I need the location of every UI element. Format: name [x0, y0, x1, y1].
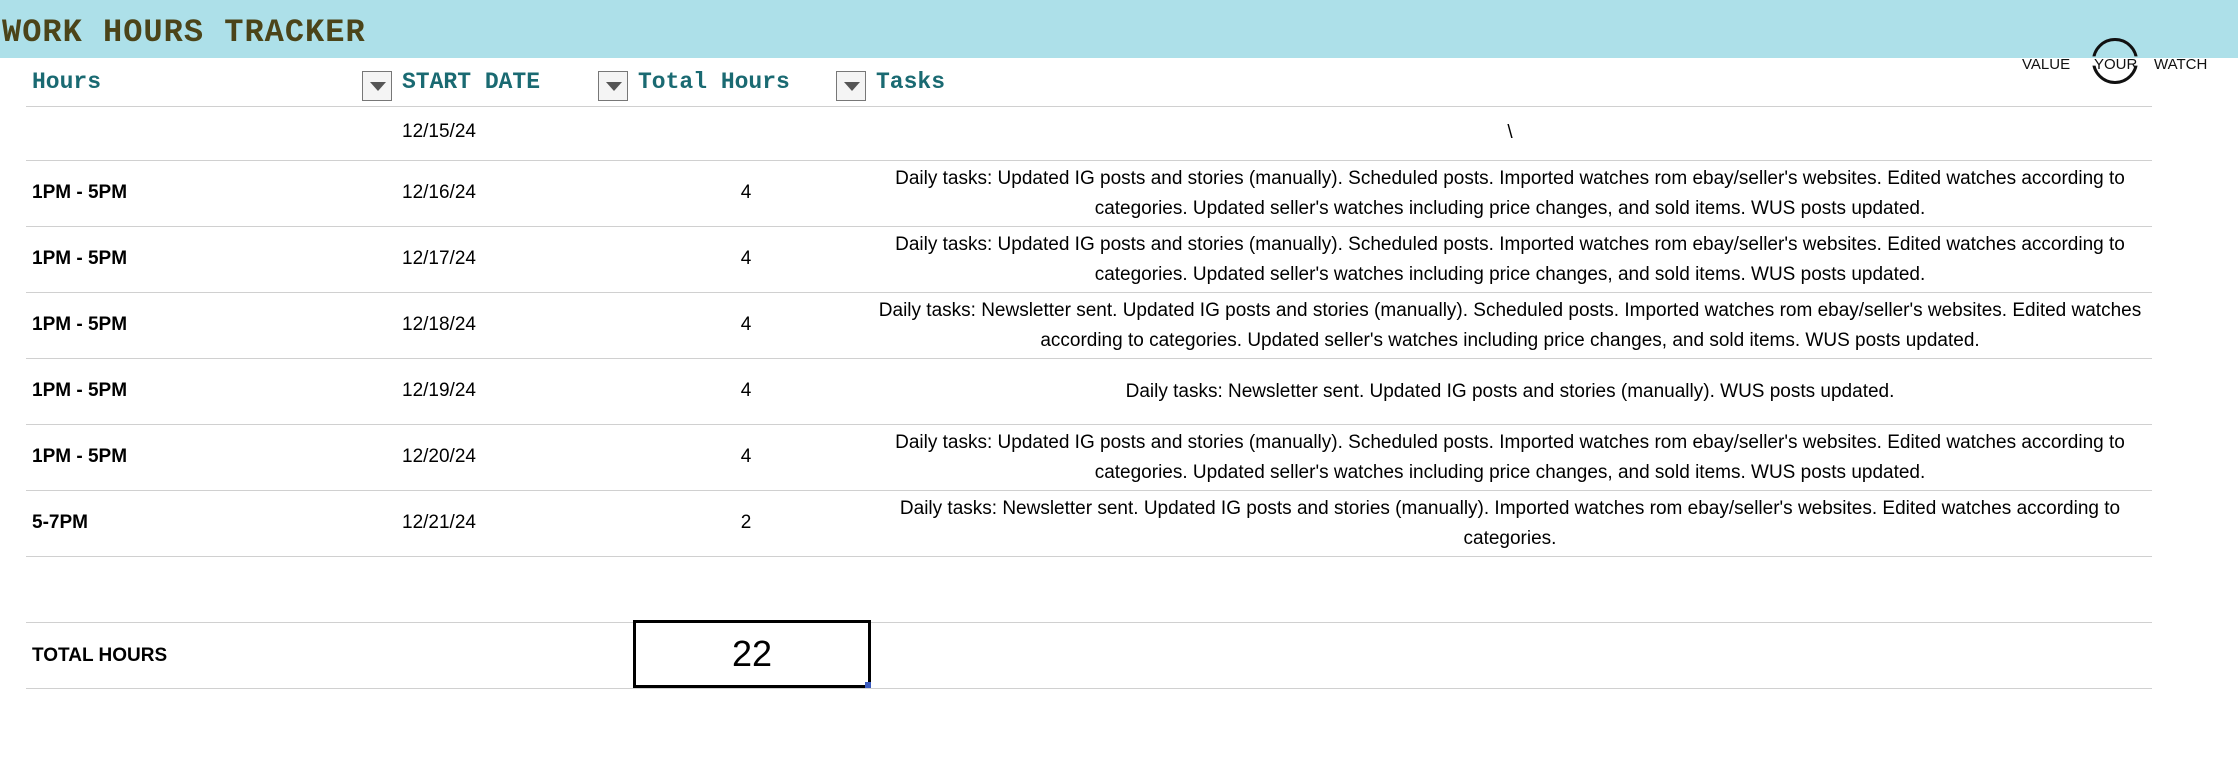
header-tasks: Tasks: [876, 69, 946, 95]
hours-cell[interactable]: 5-7PM: [32, 512, 88, 533]
page-title: WORK HOURS TRACKER: [2, 14, 366, 51]
table-row[interactable]: [26, 161, 2152, 227]
tasks-cell[interactable]: Daily tasks: Newsletter sent. Updated IG posts and stories (manually). Imported watches rom ebay/seller's websites. Edited watches according to categories.: [899, 498, 2121, 549]
table-row[interactable]: [26, 425, 2152, 491]
header-start-date: START DATE: [402, 69, 541, 95]
total-hours-cell[interactable]: 2: [740, 512, 752, 533]
total-hours-value[interactable]: 22: [633, 620, 871, 688]
hours-cell[interactable]: 1PM - 5PM: [32, 380, 128, 401]
total-row: [26, 623, 2152, 689]
filter-dropdown-start-date-icon[interactable]: [598, 71, 628, 101]
date-cell[interactable]: 12/20/24: [402, 446, 476, 467]
hours-cell[interactable]: 1PM - 5PM: [32, 446, 128, 467]
hours-cell[interactable]: 1PM - 5PM: [32, 248, 128, 269]
total-hours-cell[interactable]: 4: [740, 248, 752, 269]
header-hours: Hours: [32, 69, 102, 95]
date-cell[interactable]: 12/16/24: [402, 182, 476, 203]
table-row[interactable]: [26, 491, 2152, 557]
date-cell[interactable]: 12/15/24: [402, 121, 476, 142]
empty-row[interactable]: [26, 557, 2152, 623]
filter-dropdown-total-hours-icon[interactable]: [836, 71, 866, 101]
table-row[interactable]: [26, 107, 2152, 161]
logo-text-left: VALUE: [2022, 56, 2071, 73]
logo-text-right: WATCH: [2154, 56, 2208, 73]
date-cell[interactable]: 12/19/24: [402, 380, 476, 401]
total-hours-cell[interactable]: 4: [740, 182, 752, 203]
tasks-cell[interactable]: Daily tasks: Newsletter sent. Updated IG posts and stories (manually). WUS posts updated.: [1125, 381, 1895, 402]
hours-cell[interactable]: 1PM - 5PM: [32, 182, 128, 203]
tasks-cell[interactable]: Daily tasks: Updated IG posts and stories (manually). Scheduled posts. Imported watches rom ebay/seller's websites. Edited watches according to categories. Updated seller's watches including price changes, and sold items. WUS posts updated.: [895, 432, 2125, 483]
title-banner: [0, 0, 2238, 58]
total-hours-label: TOTAL HOURS: [32, 645, 168, 666]
date-cell[interactable]: 12/21/24: [402, 512, 476, 533]
logo-text-mid: YOUR: [2094, 56, 2138, 73]
table-row[interactable]: [26, 359, 2152, 425]
total-hours-cell[interactable]: 4: [740, 380, 752, 401]
date-cell[interactable]: 12/18/24: [402, 314, 476, 335]
table-row[interactable]: [26, 293, 2152, 359]
total-hours-cell[interactable]: 4: [740, 446, 752, 467]
tasks-cell[interactable]: Daily tasks: Updated IG posts and stories (manually). Scheduled posts. Imported watches rom ebay/seller's websites. Edited watches according to categories. Updated seller's watches including price changes, and sold items. WUS posts updated.: [895, 168, 2125, 219]
hours-cell[interactable]: 1PM - 5PM: [32, 314, 128, 335]
date-cell[interactable]: 12/17/24: [402, 248, 476, 269]
table-header-row: [26, 62, 2152, 107]
tasks-cell[interactable]: Daily tasks: Updated IG posts and stories (manually). Scheduled posts. Imported watches rom ebay/seller's websites. Edited watches according to categories. Updated seller's watches including price changes, and sold items. WUS posts updated.: [895, 234, 2125, 285]
tasks-cell[interactable]: Daily tasks: Newsletter sent. Updated IG posts and stories (manually). Scheduled posts. Imported watches rom ebay/seller's websites. Edited watches according to categories. Updated seller's watches including price changes, and sold items. WUS posts updated.: [878, 300, 2142, 351]
table-row[interactable]: [26, 227, 2152, 293]
filter-dropdown-hours-icon[interactable]: [362, 71, 392, 101]
tasks-cell[interactable]: \: [1507, 122, 1513, 143]
header-total-hours: Total Hours: [638, 69, 790, 95]
total-hours-cell[interactable]: 4: [740, 314, 752, 335]
